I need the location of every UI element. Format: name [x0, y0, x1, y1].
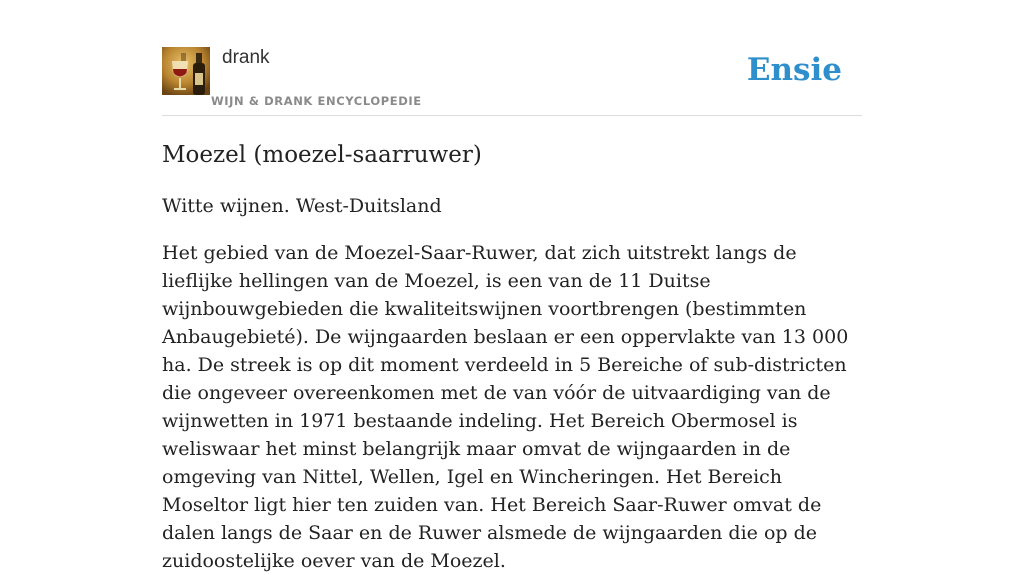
site-subtitle: WIJN & DRANK ENCYCLOPEDIE: [211, 94, 422, 108]
article-title: Moezel (moezel-saarruwer): [162, 142, 482, 168]
wine-glass-bottle-icon[interactable]: [162, 47, 210, 95]
site-name[interactable]: drank: [222, 47, 270, 68]
article-subtitle: Witte wijnen. West-Duitsland: [162, 195, 442, 217]
site-header: [162, 0, 862, 116]
brand-logo[interactable]: Ensie: [746, 52, 842, 88]
article-body: Het gebied van de Moezel-Saar-Ruwer, dat zich uitstrekt langs de lieflijke hellingen van de Moezel, is een van de 11 Duitse wijnbouwgebieden die kwaliteitswijnen voortbrengen (bestimmten Anbaugebieté). De wijngaarden beslaan er een oppervlakte van 13 000 ha. De streek is op dit moment verdeeld in 5 Bereiche of sub-districten die ongeveer overeenkomen met de van vóór de uitvaardiging van de wijnwetten in 1971 bestaande indeling. Het Bereich Obermosel is weliswaar het minst belangrijk maar omvat de wijngaarden in de omgeving van Nittel, Wellen, Igel en Wincheringen. Het Bereich Moseltor ligt hier ten zuiden van. Het Bereich Saar-Ruwer omvat de dalen langs de Saar en de Ruwer alsmede de wijngaarden die op de zuidoostelijke oever van de Moezel.: [162, 242, 849, 572]
